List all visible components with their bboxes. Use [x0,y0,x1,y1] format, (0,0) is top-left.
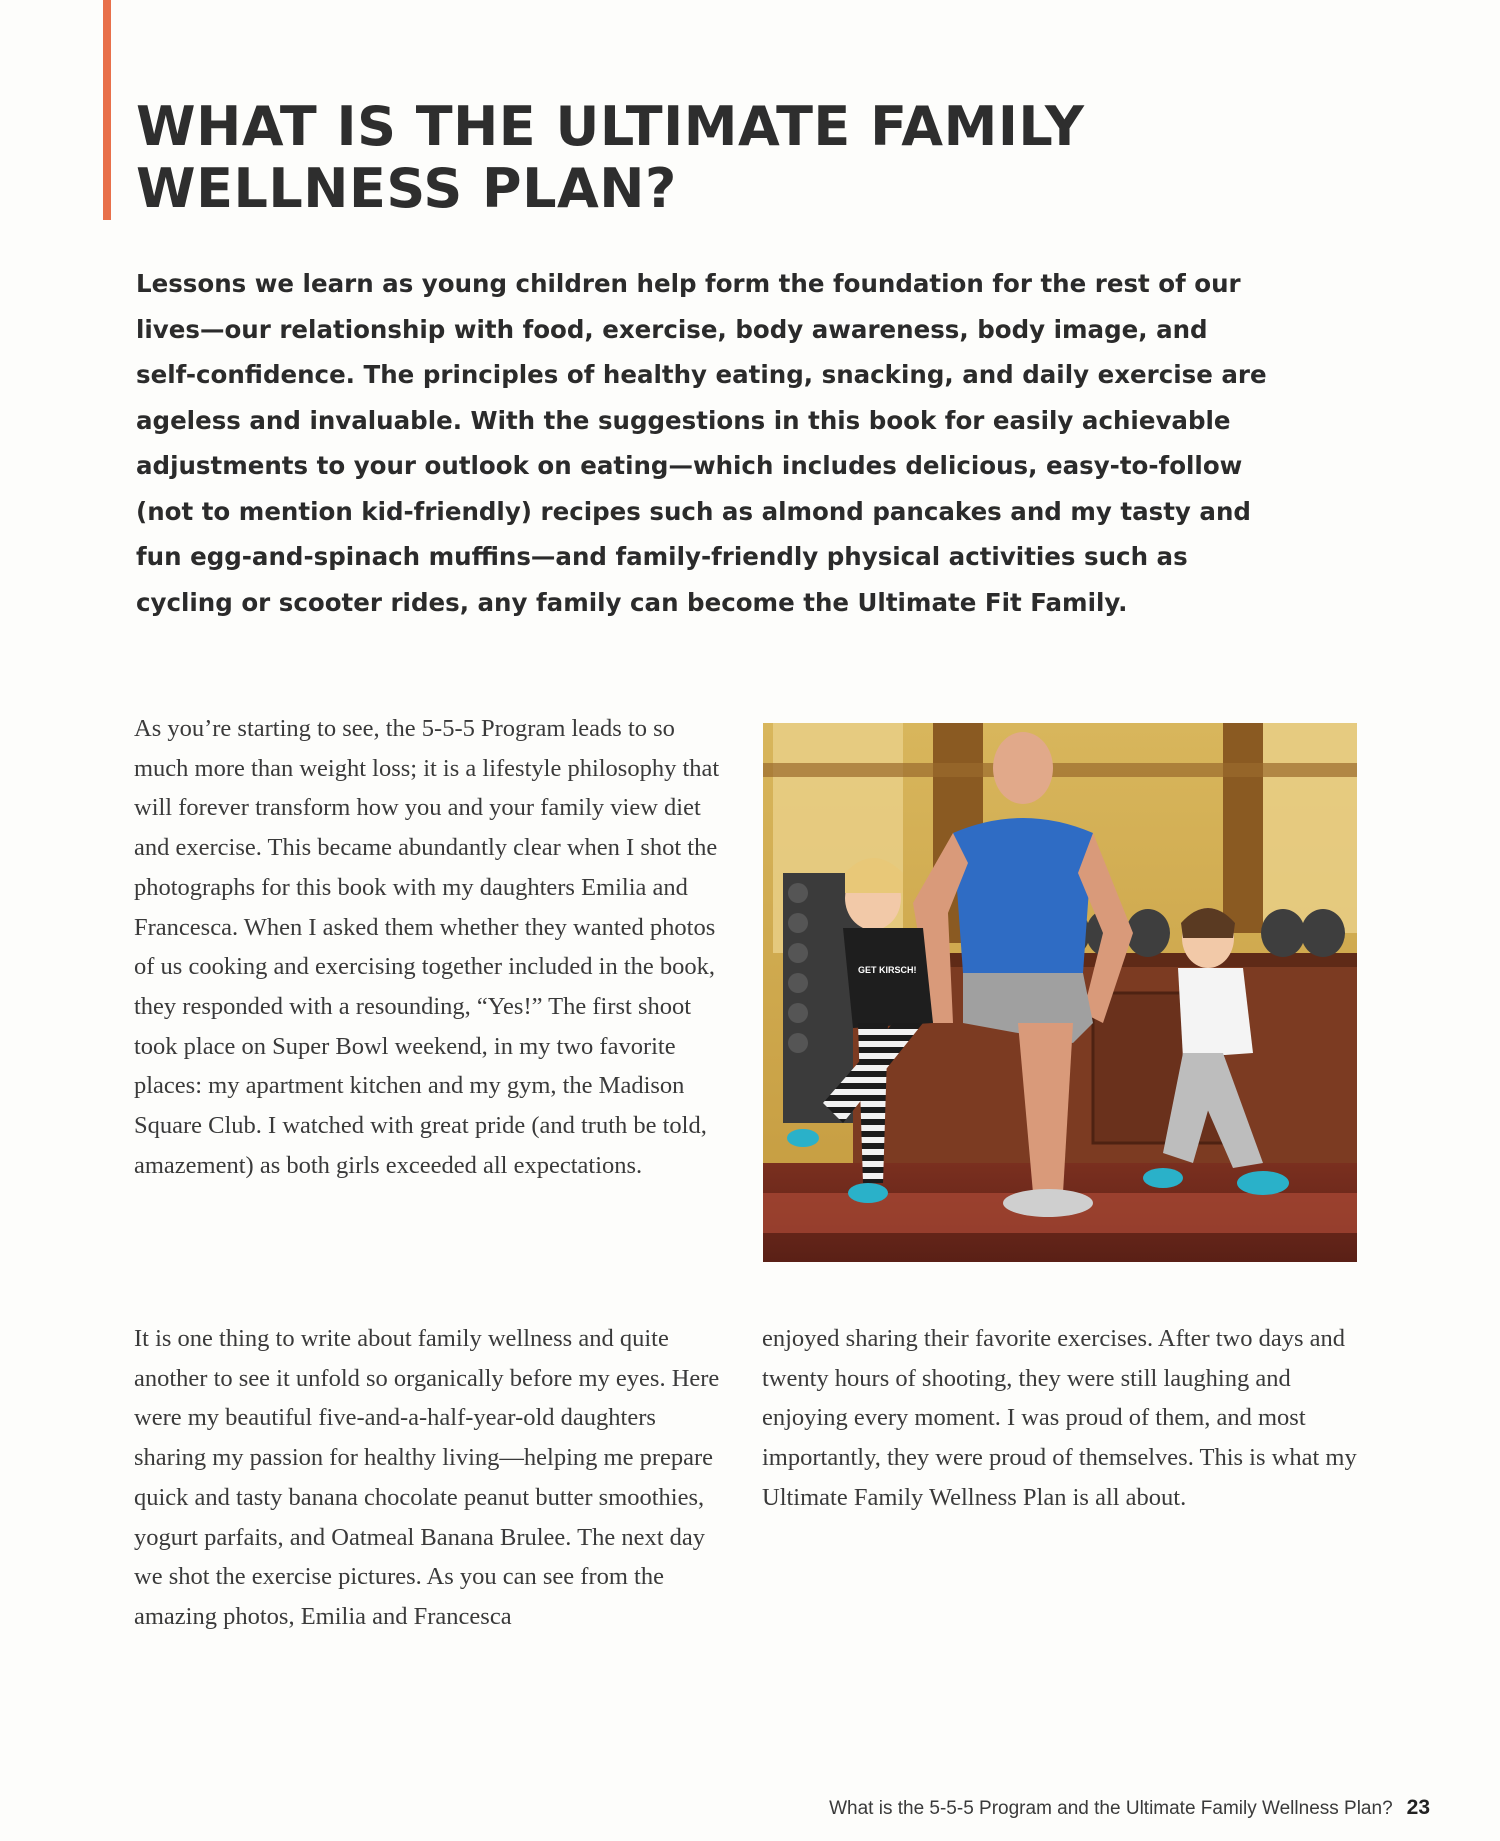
page-title [136,96,1136,220]
page-footer [829,1796,1430,1820]
shirt-text: GET KIRSCH! [858,965,917,975]
accent-bar [103,0,111,220]
title-line-1: WHAT IS THE ULTIMATE FAMILY [136,95,1085,158]
body-paragraph-2: It is one thing to write about family wellness and quite another to see it unfold so organically before my eyes. Here were my beautiful five-and-a-half-year-old daughters sharing my passion for healthy living—helping me prepare quick and tasty banana chocolate peanut butter smoothies, yogurt parfaits, and Oatmeal Banana Brulee. The next day we shot the exercise pictures. As you can see from the amazing photos, Emilia and Francesca [134,1325,720,1630]
body-paragraph-1: As you’re starting to see, the 5-5-5 Program leads to so much more than weight loss; it is a lifestyle philosophy that will forever transform how you and your family view diet and exercise. This became abundantly clear when I shot the photographs for this book with my daughters Emilia and Francesca. When I asked them whether they wanted photos of us cooking and exercising together included in the book, they responded with a resounding, “Yes!” The first shoot took place on Super Bowl weekend, in my two favorite places: my apartment kitchen and my gym, the Madison Square Club. I watched with great pride (and truth be told, amazement) as both girls exceeded all expectations. [134,715,720,1179]
intro-paragraph: Lessons we learn as young children help form the foundation for the rest of our lives—our relationship with food, exercise, body awareness, body image, and self-confidence. The principles of healthy eating, snacking, and daily exercise are ageless and invaluable. With the suggestions in this book for easily achievable adjustments to your outlook on eating—which includes delicious, easy-to-follow (not to mention kid-friendly) recipes such as almond pancakes and my tasty and fun egg-and-spinach muffins—and family-friendly physical activities such as cycling or scooter rides, any family can become the Ultimate Fit Family. [136,269,1267,617]
body-paragraph-3: enjoyed sharing their favorite exercises. After two days and twenty hours of shooting, they were still laughing and enjoying every moment. I was proud of them, and most importantly, they were proud of themselves. This is what my Ultimate Family Wellness Plan is all about. [762,1325,1357,1511]
title-line-2: WELLNESS PLAN? [136,157,677,220]
family-exercise-photo [763,723,1357,1262]
running-title: What is the 5-5-5 Program and the Ultimate Family Wellness Plan? [829,1798,1393,1819]
page-number: 23 [1406,1796,1430,1819]
